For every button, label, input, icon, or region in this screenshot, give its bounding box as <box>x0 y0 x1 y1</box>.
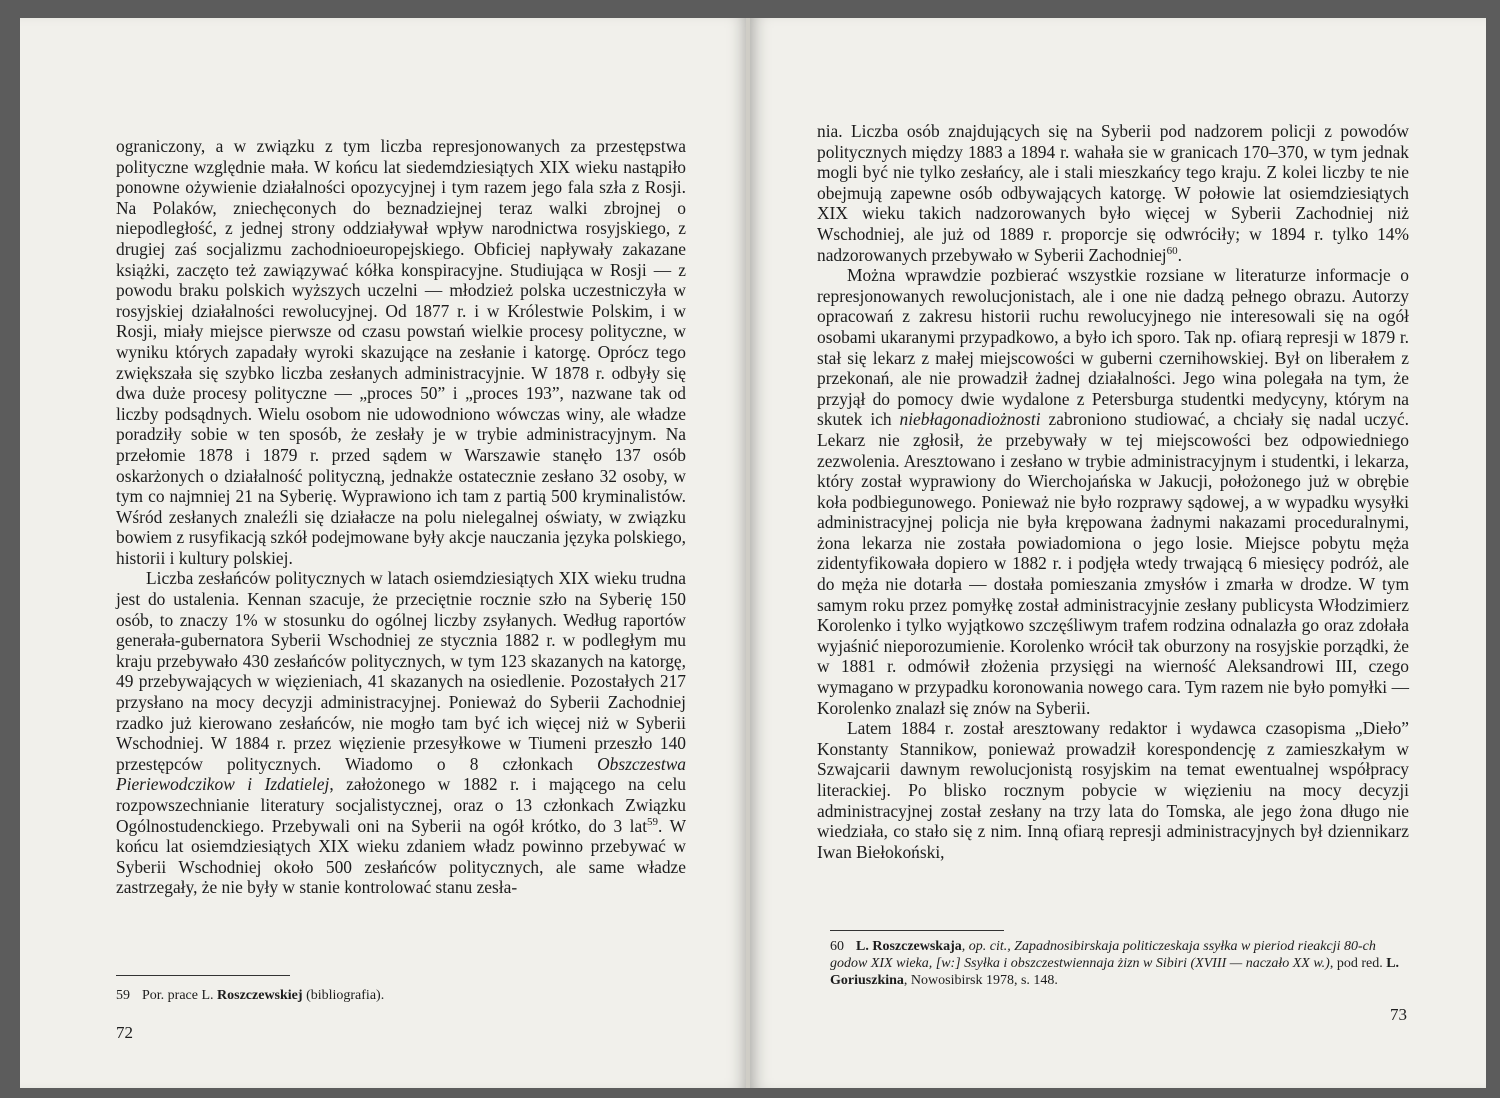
footnote-number: 59 <box>116 988 130 1003</box>
paragraph: Latem 1884 r. został aresztowany redaktor i wydawca czasopisma „Dieło” Konstanty Stannikow, ponieważ prowadził korespondencję z zamieszkałym w Szwajcarii dawnym rewolucjonistą rosyjskim na temat ewentualnej współpracy literackiej. Po blisko rocznym pobycie w więzieniu na mocy decyzji administracyjnej został zesłany na trzy lata do Tomska, ale jego żona długo nie wiedziała, co stało się z nim. Inną ofiarą represji administracyjnych był dziennikarz Iwan Biełokoński, <box>817 718 1409 862</box>
paragraph: Liczba zesłańców politycznych w latach osiemdziesiątych XIX wieku trudna jest do ustalenia. Kennan szacuje, że przeciętnie rocznie szło na Syberię 150 osób, to znaczy 1% w stosunku do ogólnej liczby zsyłanych. Według raportów generała-gubernatora Syberii Wschodniej ze stycznia 1882 r. w podległym mu kraju przebywało 430 zesłańców politycznych, w tym 123 skazanych na katorgę, 49 przebywających w więzieniach, 41 skazanych na osiedlenie. Pozostałych 217 przysłano na mocy decyzji administracyjnej. Ponieważ do Syberii Zachodniej rzadko już kierowano zesłańców, nie mogło tam być ich więcej niż w Syberii Wschodniej. W 1884 r. przez więzienie przesyłkowe w Tiumeni przeszło 140 przestępców politycznych. Wiadomo o 8 członkach Obszczestwa Pieriewodczikow i Izdatielej, założonego w 1882 r. i mającego na celu rozpowszechnianie literatury socjalistycznej, oraz o 13 członkach Związku Ogólnostudenckiego. Przebywali oni na Syberii na ogół krótko, do 3 lat$^{59}$. W końcu lat osiemdziesiątych XIX wieku zdaniem władz powinno przebywać w Syberii Wschodniej około 500 zesłańców politycznych, ale same władze zastrzegały, że nie były w stanie kontrolować stanu zesła- <box>116 568 686 898</box>
footnote-ref: 59 <box>647 815 659 828</box>
page-number: 72 <box>116 1023 133 1042</box>
right-body-text <box>817 121 1409 862</box>
italic-term: niebłagonadiożnosti <box>899 409 1041 430</box>
left-body-text <box>116 136 686 898</box>
italic-title: Obszczestwa Pieriewodczikow i Izdatielej <box>116 753 686 795</box>
footnote-rule <box>830 930 1004 931</box>
paragraph: ograniczony, a w związku z tym liczba represjonowanych za przestępstwa polityczne względnie mała. W końcu lat siedemdziesiątych XIX wieku nastąpiło ponowne ożywienie działalności opozycyjnej i tym razem jego fala szła z Rosji. Na Polaków, zniechęconych do beznadziejnej teraz walki zbrojnej o niepodległość, z jednej strony oddziaływał wpływ narodnictwa rosyjskiego, z drugiej zaś socjalizmu zachodnioeuropejskiego. Obficiej napływały zakazane książki, zaczęto też zawiązywać kółka konspiracyjne. Studiująca w Rosji — z powodu braku polskich wyższych uczelni — młodzież polska uczestniczyła w rosyjskiej działalności rewolucyjnej. Od 1877 r. i w Królestwie Polskim, i w Rosji, miały miejsce pierwsze od czasu powstań wielkie procesy polityczne, w wyniku których zapadały wyroki skazujące na zesłanie i katorgę. Oprócz tego zwiększała się szybko liczba zesłanych administracyjnie. W 1878 r. odbyły się dwa duże procesy polityczne — „proces 50” i „proces 193”, nazwane tak od liczby podsądnych. Wielu osobom nie udowodniono wówczas winy, ale władze poradziły sobie w ten sposób, że zesłały je w trybie administracyjnym. Na przełomie 1878 i 1879 r. przed sądem w Warszawie stanęło 137 osób oskarżonych o działalność polityczną, jednakże ostatecznie zesłano 32 osoby, w tym co najmniej 21 na Syberię. Wyprawiono ich tam z partią 500 kryminalistów. Wśród zesłanych znaleźli się działacze na polu nielegalnej oświaty, w związku bowiem z rusyfikacją szkół podejmowane były akcje nauczania języka polskiego, historii i kultury polskiej. <box>116 136 686 568</box>
footnote: 59 Por. prace L. Roszczewskiej (bibliografia). <box>116 988 385 1003</box>
paragraph: Można wprawdzie pozbierać wszystkie rozsiane w literaturze informacje o represjonowanych rewolucjonistach, ale i one nie dadzą pełnego obrazu. Autorzy opracowań z zakresu historii ruchu rewolucyjnego nie interesowali się na ogół osobami ukaranymi przypadkowo, a było ich sporo. Tak np. ofiarą represji w 1879 r. stał się lekarz z małej miejscowości w guberni czernihowskiej. Był on liberałem z przekonań, ale nie prowadził żadnej działalności. Jego wina polegała na tym, że przyjął do pomocy dwie wydalone z Petersburga studentki medycyny, którym na skutek ich niebłagonadiożnosti zabroniono studiować, a chciały się nadal uczyć. Lekarz nie zgłosił, że przebywały w tej miejscowości bez odpowiedniego zezwolenia. Aresztowano i zesłano w trybie administracyjnym i studentki, i lekarza, który został wyprawiony do Wierchojańska w Jakucji, położonego już w obrębie koła podbiegunowego. Ponieważ nie było rozprawy sądowej, a w wypadku wysyłki administracyjnej policja nie była krępowana żadnymi nakazami proceduralnymi, żona lekarza nie została powiadomiona o jego losie. Miejsce pobytu męża zidentyfikowała dopiero w 1882 r. i podjęła wtedy trwającą 6 miesięcy podróż, ale do męża nie dotarła — dostała pomieszania zmysłów i zmarła w drodze. W tym samym roku przez pomyłkę został administracyjnie zesłany publicysta Włodzimierz Korolenko i tylko wyjątkowo szczęśliwym trafem rodzina odnalazła go oraz zdołała wyjaśnić nieporozumienie. Korolenko wrócił tak oburzony na rosyjskie porządki, że w 1881 r. odmówił złożenia przysięgi na wierność Aleksandrowi III, czego wymagano w przypadku koronowania nowego cara. Tym razem nie było pomyłki — Korolenko znalazł się znów na Syberii. <box>817 265 1409 718</box>
right-page <box>750 18 1486 1088</box>
footnote: 60 L. Roszczewskaja, op. cit., Zapadnosibirskaja politiczeskaja ssyłka w pieriod rieakcji 80-ch godow XIX wieka, [w:] Ssyłka i obszczestwiennaja żizn w Sibiri (XVIII — naczało XX w.), pod red. L. Goriuszkina, Nowosibirsk 1978, s. 148. <box>830 939 1400 988</box>
footnote-ref: 60 <box>1166 244 1178 257</box>
page-number: 73 <box>1390 1005 1407 1024</box>
left-page <box>20 18 748 1088</box>
paragraph: nia. Liczba osób znajdujących się na Syberii pod nadzorem policji z powodów politycznych między 1883 a 1894 r. wahała sie w granicach 170–370, w tym jednak mogli być nie tylko zesłańcy, ale i stali mieszkańcy tego kraju. Z kolei liczby te nie obejmują zapewne osób odbywających katorgę. W połowie lat osiemdziesiątych XIX wieku takich nadzorowanych było więcej w Syberii Zachodniej niż Wschodniej, ale już od 1889 r. proporcje się odwróciły; w 1894 r. tylko 14% nadzorowanych przebywało w Syberii Zachodniej$^{60}$. <box>817 121 1409 265</box>
footnote-number: 60 <box>830 939 844 954</box>
footnote-rule <box>116 975 290 976</box>
